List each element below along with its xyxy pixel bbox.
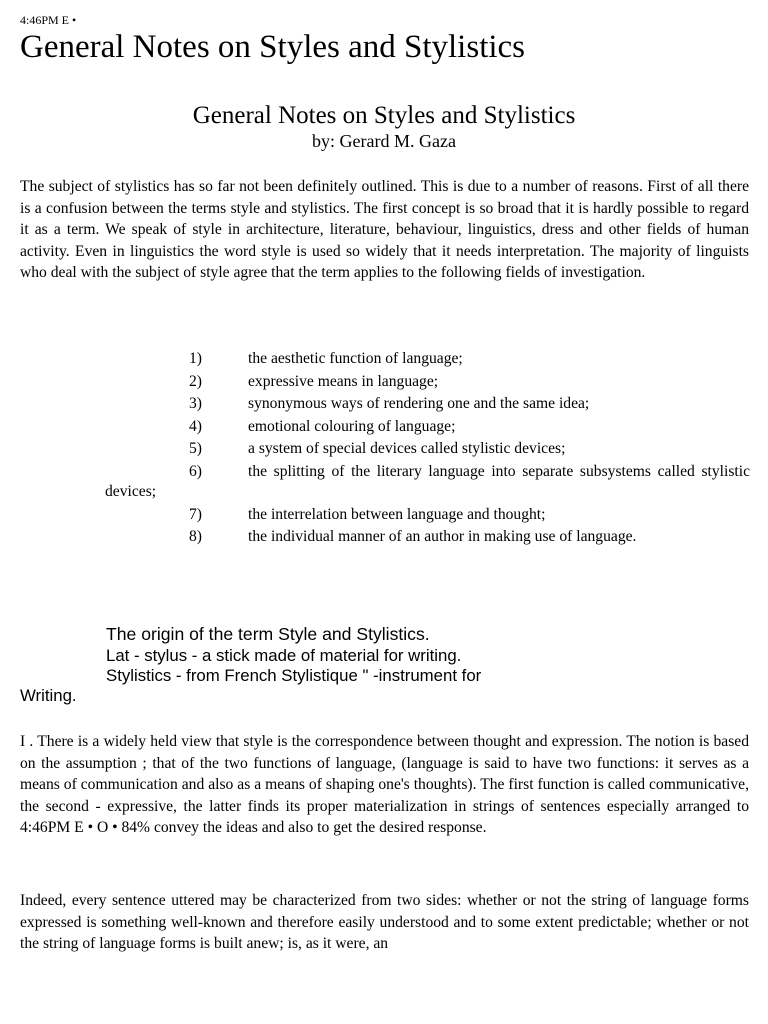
list-item-number: 3) bbox=[189, 395, 202, 413]
list-item-number: 4) bbox=[189, 417, 202, 435]
list-item-number: 6) bbox=[189, 462, 202, 480]
origin-heading: The origin of the term Style and Stylistics. bbox=[106, 624, 430, 644]
list-item-text: synonymous ways of rendering one and the same idea; bbox=[248, 395, 590, 413]
list-item bbox=[105, 527, 750, 547]
list-item-text: the splitting of the literary language into separate subsystems called stylistic devices; bbox=[105, 462, 750, 500]
list-item bbox=[105, 394, 750, 414]
list-item bbox=[105, 439, 750, 459]
list-item bbox=[105, 417, 750, 437]
list-item-number: 5) bbox=[189, 440, 202, 458]
list-item-number: 8) bbox=[189, 528, 202, 546]
list-item-number: 1) bbox=[189, 350, 202, 367]
list-item-text: the aesthetic function of language; bbox=[248, 350, 463, 367]
list-item-number: 2) bbox=[189, 372, 202, 390]
article-heading: General Notes on Styles and Stylistics bbox=[192, 102, 576, 129]
intro-paragraph: The subject of stylistics has so far not been definitely outlined. This is due to a number of reasons. First of all there is a confusion between the terms style and stylistics. The first concept is so broad that it is hardly possible to regard it as a term. We speak of style in architecture, literature, behaviour, linguistics, dress and other fields of human activity. Even in linguistics the word style is used so widely that it needs interpretation. The majority of linguists who deal with the subject of style agree that the term applies to the following fields of investigation. bbox=[20, 178, 749, 281]
paragraph-sentence-sides: Indeed, every sentence uttered may be characterized from two sides: whether or not the string of language forms expressed is something well-known and therefore easily understood and to some extent predictable; whether or not the string of language forms is built anew; is, as it were, an bbox=[20, 892, 749, 952]
paragraph-thought-expression: I . There is a widely held view that style is the correspondence between thought and expression. The notion is based on the assumption ; that of the two functions of language, (language is said to have two functions: it serves as a means of communication and also as a means of shaping one's thoughts). The first function is called communicative, the second - expressive, the latter finds its proper materialization in strings of sentences especially arranged to 4:46PM E • O • 84% convey the ideas and also to get the desired response. bbox=[20, 733, 749, 836]
list-item-text: the interrelation between language and thought; bbox=[248, 505, 546, 523]
list-item-text: a system of special devices called stylistic devices; bbox=[248, 440, 566, 458]
list-item bbox=[105, 505, 750, 525]
origin-french-line: Stylistics - from French Stylistique " -instrument for bbox=[106, 666, 482, 685]
origin-section bbox=[20, 624, 749, 706]
list-item-text: the individual manner of an author in making use of language. bbox=[248, 528, 637, 546]
article-byline: by: Gerard M. Gaza bbox=[312, 131, 456, 151]
list-item-text: expressive means in language; bbox=[248, 372, 439, 390]
status-bar-time: 4:46PM E • bbox=[20, 13, 77, 27]
list-item-number: 7) bbox=[189, 505, 202, 523]
origin-latin-line: Lat - stylus - a stick made of material for writing. bbox=[106, 646, 462, 665]
fields-of-investigation-list bbox=[105, 349, 750, 550]
list-item bbox=[105, 462, 750, 502]
list-item-text: emotional colouring of language; bbox=[248, 417, 456, 435]
origin-french-line-end: Writing. bbox=[20, 686, 77, 705]
list-item bbox=[105, 349, 750, 369]
document-title: General Notes on Styles and Stylistics bbox=[20, 29, 526, 65]
list-item bbox=[105, 372, 750, 392]
